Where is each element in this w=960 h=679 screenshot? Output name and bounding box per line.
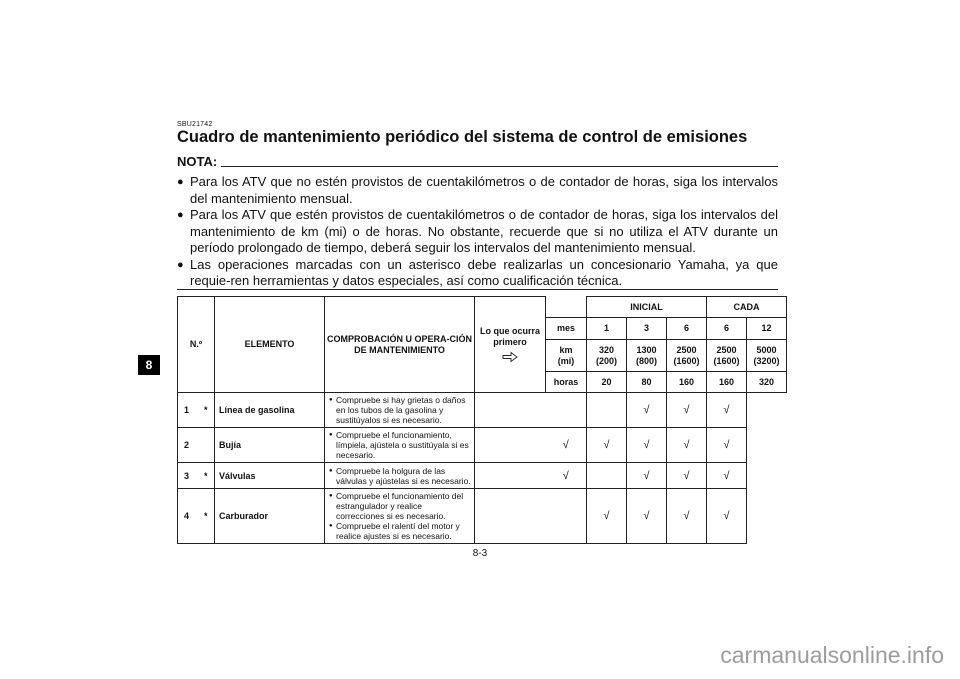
interval-mark: √	[546, 463, 587, 489]
interval-value: 5000 (3200)	[747, 340, 787, 372]
interval-mark: √	[627, 489, 667, 544]
row-check	[325, 393, 475, 428]
check-item: ● Compruebe la holgura de las válvulas y ajústelas si es necesario.	[329, 466, 471, 486]
check-item: ● Compruebe si hay grietas o daños en los tubos de la gasolina y sustitúyalos si es necesario.	[329, 395, 471, 425]
interval-value: 320 (200)	[587, 340, 627, 372]
nota-rule	[221, 166, 778, 167]
row-number: 3	[178, 463, 198, 489]
nota-label: NOTA:	[177, 154, 218, 169]
table-row	[178, 489, 787, 544]
interval-mark: √	[667, 393, 707, 428]
interval-mark: √	[667, 489, 707, 544]
header-cada: CADA	[707, 297, 787, 318]
row-number: 4	[178, 489, 198, 544]
header-check: COMPROBACIÓN U OPERA-CIÓN DE MANTENIMIENTO	[325, 297, 475, 393]
interval-mark	[587, 393, 627, 428]
header-num: N.º	[178, 297, 215, 393]
row-number: 1	[178, 393, 198, 428]
interval-mark: √	[627, 393, 667, 428]
row-element: Válvulas	[215, 463, 325, 489]
first-label: Lo que ocurra primero	[480, 326, 541, 347]
page-number: 8-3	[472, 548, 488, 559]
check-item: ● Compruebe el ralentí del motor y realice ajustes si es necesario.	[329, 521, 471, 541]
interval-value: 80	[627, 372, 667, 393]
interval-mark	[587, 463, 627, 489]
interval-value: 3	[627, 318, 667, 340]
interval-value: 320	[747, 372, 787, 393]
maintenance-table	[177, 296, 787, 544]
interval-value: 2500 (1600)	[707, 340, 747, 372]
check-item: ● Compruebe el funcionamiento del estrangulador y realice correcciones si es necesario.	[329, 491, 471, 521]
nota-item: ● Para los ATV que no estén provistos de cuentakilómetros o de contador de horas, siga los intervalos del mantenimiento mensual.	[177, 174, 778, 207]
row-element: Línea de gasolina	[215, 393, 325, 428]
header-element: ELEMENTO	[215, 297, 325, 393]
row-element: Carburador	[215, 489, 325, 544]
nota-item: ● Las operaciones marcadas con un asterisco debe realizarlas un concesionario Yamaha, ya que requie-ren herramientas y datos especiales, así como cualificación técnica.	[177, 257, 778, 290]
row-number: 2	[178, 428, 198, 463]
interval-mark: √	[707, 428, 747, 463]
interval-mark: √	[587, 489, 627, 544]
interval-value: 12	[747, 318, 787, 340]
interval-value: 160	[707, 372, 747, 393]
interval-label: km (mi)	[546, 340, 587, 372]
interval-mark	[546, 393, 587, 428]
interval-label: mes	[546, 318, 587, 340]
row-asterisk: *	[198, 489, 215, 544]
interval-mark: √	[546, 428, 587, 463]
nota-header	[177, 154, 778, 168]
row-check	[325, 463, 475, 489]
table-row	[178, 428, 787, 463]
interval-mark	[546, 489, 587, 544]
interval-mark: √	[627, 463, 667, 489]
interval-mark: √	[587, 428, 627, 463]
right-arrow-icon	[502, 351, 518, 363]
nota-item: ● Para los ATV que estén provistos de cuentakilómetros o de contador de horas, siga los intervalos del mantenimiento de km (mi) o de horas. No obstante, recuerde que si no utiliza el ATV durante un período prolongado de tiempo, deberá seguir los intervalos del mantenimiento mensual.	[177, 207, 778, 257]
row-asterisk	[198, 428, 215, 463]
page-title: Cuadro de mantenimiento periódico del sistema de control de emisiones	[177, 128, 748, 146]
nota-list	[177, 174, 778, 290]
nota-end-rule	[177, 289, 778, 290]
interval-value: 6	[707, 318, 747, 340]
interval-value: 1300 (800)	[627, 340, 667, 372]
row-asterisk: *	[198, 393, 215, 428]
interval-value: 160	[667, 372, 707, 393]
interval-mark: √	[667, 428, 707, 463]
doc-code: SBU21742	[177, 121, 213, 128]
interval-label: horas	[546, 372, 587, 393]
table-row	[178, 393, 787, 428]
row-element: Bujía	[215, 428, 325, 463]
row-asterisk: *	[198, 463, 215, 489]
interval-mark: √	[707, 463, 747, 489]
interval-value: 20	[587, 372, 627, 393]
row-check	[325, 428, 475, 463]
interval-mark: √	[667, 463, 707, 489]
interval-value: 2500 (1600)	[667, 340, 707, 372]
interval-mark: √	[707, 489, 747, 544]
row-check	[325, 489, 475, 544]
interval-mark: √	[707, 393, 747, 428]
interval-value: 1	[587, 318, 627, 340]
interval-mark: √	[627, 428, 667, 463]
header-first	[475, 297, 546, 393]
section-tab: 8	[138, 355, 160, 375]
check-item: ● Compruebe el funcionamiento, límpiela, ajústela o sustitúyala si es necesario.	[329, 430, 471, 460]
header-inicial: INICIAL	[587, 297, 707, 318]
table-row	[178, 463, 787, 489]
watermark: carmanualsonline.info	[720, 642, 944, 668]
interval-value: 6	[667, 318, 707, 340]
